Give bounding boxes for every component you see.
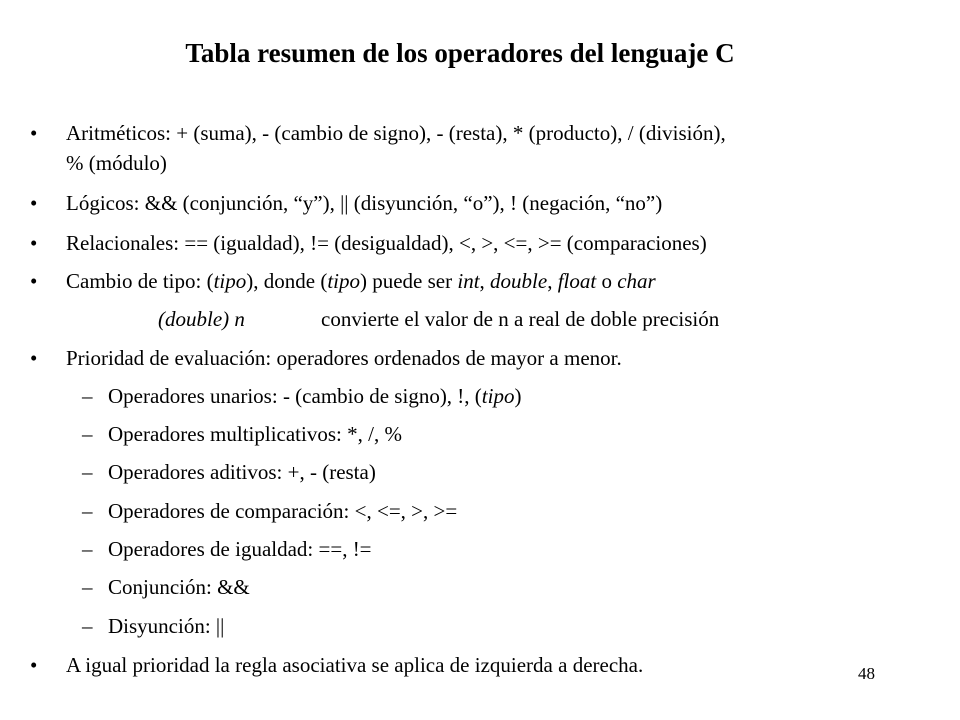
subitem-igualdad: Operadores de igualdad: ==, != [108, 537, 372, 561]
type-double: double [490, 269, 548, 293]
dash-icon: – [82, 614, 93, 638]
cambio-tipo-prefix: Cambio de tipo: ( [66, 269, 214, 293]
item-cambio-tipo [66, 268, 656, 294]
slide-title: Tabla resumen de los operadores del lenguaje C [185, 38, 735, 68]
bullet-icon: • [30, 191, 38, 215]
unarios-tipo: tipo [481, 384, 515, 408]
type-char: char [617, 269, 656, 293]
item-asociativa: A igual prioridad la regla asociativa se aplica de izquierda a derecha. [66, 653, 644, 677]
cambio-tipo-tipo2: tipo [327, 269, 360, 293]
dash-icon: – [82, 499, 93, 523]
unarios-suffix: ) [514, 384, 522, 408]
unarios-prefix: Operadores unarios: - (cambio de signo), !, ( [108, 384, 482, 408]
type-float: float [557, 269, 597, 293]
subitem-disyuncion: Disyunción: || [108, 614, 225, 638]
cambio-tipo-mid2: ) puede ser [359, 269, 458, 293]
page-number: 48 [858, 664, 875, 683]
item-relacionales: Relacionales: == (igualdad), != (desigualdad), <, >, <=, >= (comparaciones) [66, 231, 707, 255]
example-code: (double) n [158, 307, 245, 331]
cambio-tipo-mid1: ), donde ( [246, 269, 328, 293]
subitem-unarios [108, 383, 521, 409]
dash-icon: – [82, 384, 93, 408]
item-logicos: Lógicos: && (conjunción, “y”), || (disyunción, “o”), ! (negación, “no”) [66, 191, 663, 215]
subitem-conjuncion: Conjunción: && [108, 575, 250, 599]
item-aritmeticos-line1: Aritméticos: + (suma), - (cambio de signo), - (resta), * (producto), / (división), [66, 121, 726, 145]
bullet-icon: • [30, 346, 38, 370]
subitem-multiplicativos: Operadores multiplicativos: *, /, % [108, 422, 402, 446]
dash-icon: – [82, 575, 93, 599]
example-description: convierte el valor de n a real de doble precisión [321, 307, 720, 331]
dash-icon: – [82, 460, 93, 484]
bullet-icon: • [30, 269, 38, 293]
item-prioridad: Prioridad de evaluación: operadores ordenados de mayor a menor. [66, 346, 622, 370]
subitem-comparacion: Operadores de comparación: <, <=, >, >= [108, 499, 458, 523]
item-aritmeticos-line2: % (módulo) [66, 151, 167, 175]
dash-icon: – [82, 422, 93, 446]
dash-icon: – [82, 537, 93, 561]
type-int: int [457, 269, 480, 293]
cambio-tipo-tipo1: tipo [213, 269, 247, 293]
cambio-tipo-sep3: o [596, 269, 618, 293]
cambio-tipo-sep1: , [479, 269, 491, 293]
subitem-aditivos: Operadores aditivos: +, - (resta) [108, 460, 376, 484]
bullet-icon: • [30, 231, 38, 255]
cambio-tipo-sep2: , [547, 269, 558, 293]
bullet-icon: • [30, 653, 38, 677]
bullet-icon: • [30, 121, 38, 145]
